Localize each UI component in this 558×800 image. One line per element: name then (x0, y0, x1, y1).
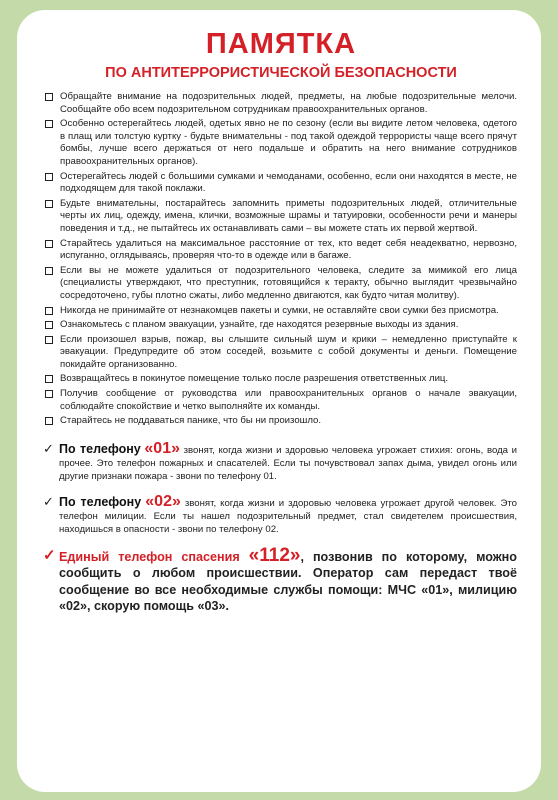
phone-01-note (43, 439, 517, 483)
rule-item: Будьте внимательны, постарайтесь запомнить приметы подозрительных людей, отличительные черты их лиц, одежду, имена, клички, возможные шрамы и татуировки, особенности речи и манеры поведения и т.д., не пытайтесь их останавливать сами – вы можете стать их первой жертвой. (45, 198, 517, 236)
checkbox-icon (45, 375, 53, 383)
checkbox-icon (45, 93, 53, 101)
rule-item: Обращайте внимание на подозрительных людей, предметы, на любые подозрительные мелочи. Сообщайте обо всем подозрительном сотрудникам правоохранительных органов. (45, 91, 517, 116)
phone-section (43, 439, 517, 615)
checkmark-icon: ✓ (43, 493, 54, 509)
checkbox-icon (45, 120, 53, 128)
rule-item: Остерегайтесь людей с большими сумками и чемоданами, особенно, если они находятся в месте, не подходящем для такой поклажи. (45, 171, 517, 196)
rule-item: Ознакомьтесь с планом эвакуации, узнайте, где находятся резервные выходы из здания. (45, 319, 517, 332)
phone-01-lead: По телефону (59, 441, 141, 456)
phone-02-note (43, 492, 517, 536)
phone-01-text: звонят, когда жизни и здоровью человека угрожает стихия: огонь, вода и прочее. Это телефон пожарных и спасателей. Если ты почувствовал запах дыма, увидел огонь или другие признаки пожара - звони по телефону 01. (59, 444, 517, 482)
memo-card (17, 10, 541, 792)
phone-02-text: звонят, когда жизни и здоровью человека угрожает другой человек. Это телефон милиции. Если ты нашел подозрительный предмет, стал свидетелем происшествия, находишься в опасности - звони по телефону 02. (59, 497, 517, 535)
rescue-number: «112» (248, 544, 301, 566)
checkbox-icon (45, 336, 53, 344)
checkmark-icon: ✓ (43, 546, 56, 564)
rule-item: Старайтесь не поддаваться панике, что бы ни произошло. (45, 415, 517, 428)
rule-item: Особенно остерегайтесь людей, одетых явно не по сезону (если вы видите летом человека, одетого в плащ или толстую куртку - будьте внимательны - под такой одеждой террористы чаще всего прячут бомбы, лучше всего держаться от него подальше и обратить на него внимание сотрудников правоохранительных органов). (45, 118, 517, 168)
rule-item: Никогда не принимайте от незнакомцев пакеты и сумки, не оставляйте свои сумки без присмотра. (45, 305, 517, 318)
rule-item: Получив сообщение от руководства или правоохранительных органов о начале эвакуации, соблюдайте спокойствие и четко выполняйте их команды. (45, 388, 517, 413)
page-title: ПАМЯТКА (205, 28, 357, 60)
checkbox-icon (45, 307, 53, 315)
rule-item: Старайтесь удалиться на максимальное расстояние от тех, кто ведет себя неадекватно, нервозно, испуганно, оглядываясь, проверяя что-то в одежде или в багаже. (45, 238, 517, 263)
rule-item: Если вы не можете удалиться от подозрительного человека, следите за мимикой его лица (специалисты утверждают, что преступник, готовящийся к теракту, обычно выглядит чрезвычайно сосредоточено, губы плотно сжаты, либо медленно двигаются, как будто читая молитву). (45, 265, 517, 303)
checkbox-icon (45, 200, 53, 208)
checkbox-icon (45, 173, 53, 181)
rescue-text: , позвонив по которому, можно сообщить о любом происшествии. Оператор сам передаст твоё сообщение во все необходимые службы помощи: МЧС «01», милицию «02», скорую помощь «03». (59, 549, 517, 614)
rescue-112-note (43, 544, 517, 615)
rule-item: Возвращайтесь в покинутое помещение только после разрешения ответственных лиц. (45, 373, 517, 386)
page-subtitle: ПО АНТИТЕРРОРИСТИЧЕСКОЙ БЕЗОПАСНОСТИ (105, 65, 457, 81)
checkbox-icon (45, 267, 53, 275)
rule-item: Если произошел взрыв, пожар, вы слышите сильный шум и крики – немедленно приступайте к эвакуации. Предупредите об этом соседей, возьмите с собой документы и деньги. Помещение покидайте организованно. (45, 334, 517, 372)
checkbox-icon (45, 321, 53, 329)
phone-01-number: «01» (144, 439, 180, 457)
phone-02-lead: По телефону (59, 494, 142, 509)
checkbox-icon (45, 240, 53, 248)
rules-list (45, 91, 517, 428)
checkbox-icon (45, 390, 53, 398)
phone-02-number: «02» (145, 492, 181, 510)
checkbox-icon (45, 417, 53, 425)
rescue-lead: Единый телефон спасения (59, 549, 240, 564)
checkmark-icon: ✓ (43, 440, 54, 456)
